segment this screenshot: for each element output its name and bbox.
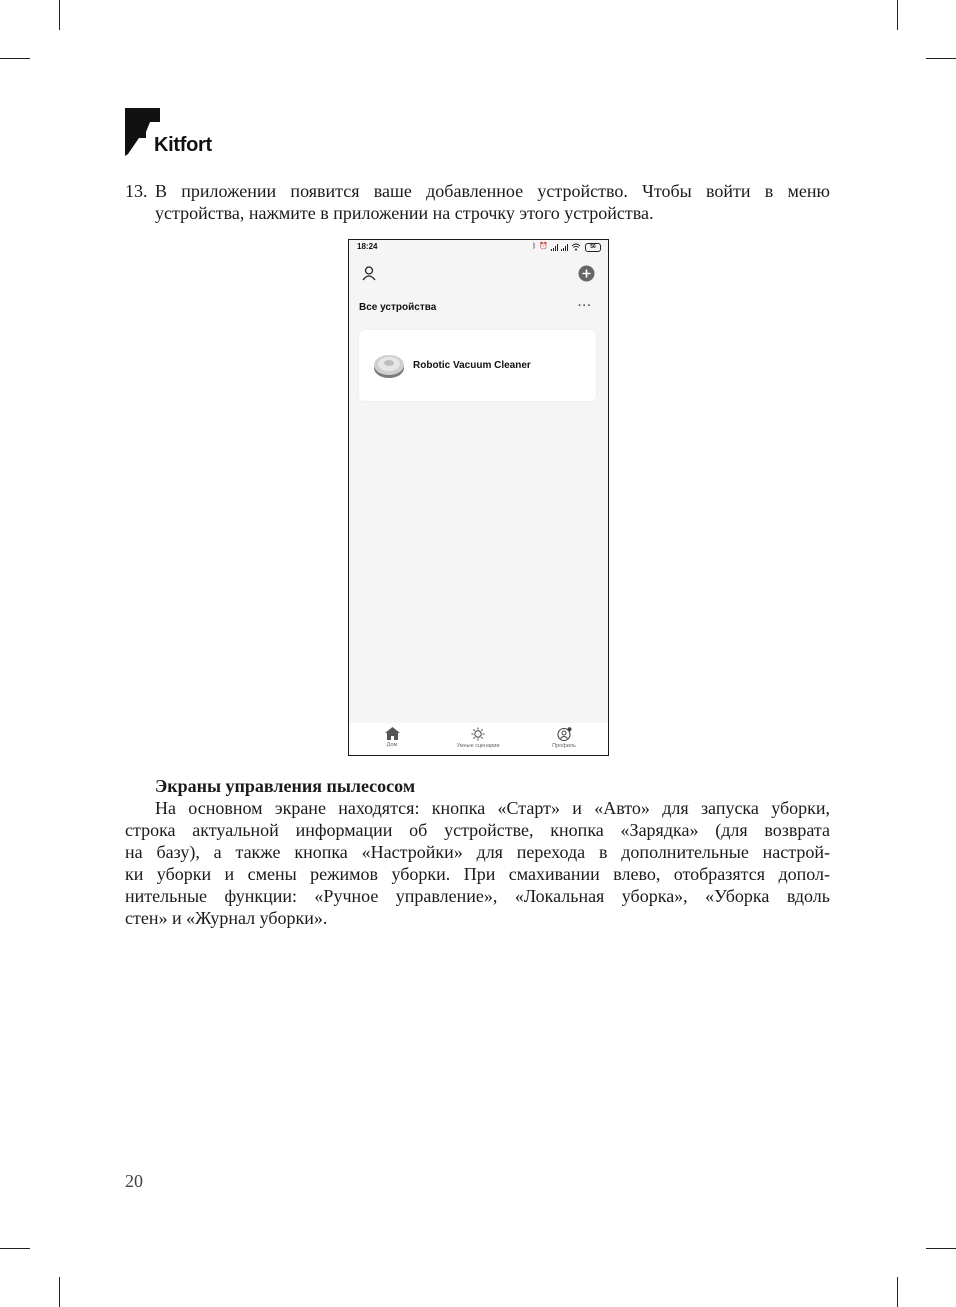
all-devices-title: Все устройства (359, 302, 437, 313)
crop-mark (926, 1248, 956, 1249)
tab-label: Профиль (552, 743, 576, 749)
battery-icon: 56 (585, 243, 601, 252)
robot-vacuum-icon (373, 352, 405, 380)
device-name: Robotic Vacuum Cleaner (413, 360, 531, 371)
crop-mark (0, 58, 30, 59)
crop-mark (897, 1277, 898, 1307)
bluetooth-icon: ᛒ (532, 243, 537, 250)
signal-icon (561, 244, 568, 251)
tab-profile[interactable] (521, 725, 607, 755)
paragraph-line: на базу), а также кнопка «Настройки» для перехода в дополнительные настрой- (125, 842, 830, 862)
status-icons (532, 242, 601, 252)
add-device-icon[interactable] (578, 265, 595, 282)
tab-label: Умные сценарии (456, 743, 500, 749)
crop-mark (0, 1248, 30, 1249)
brand-logo (125, 108, 225, 158)
more-button[interactable]: ··· (578, 300, 592, 312)
paragraph-line: На основном экране находятся: кнопка «Старт» и «Авто» для запуска уборки, (155, 798, 830, 818)
tab-home[interactable] (349, 725, 435, 755)
status-time: 18:24 (357, 242, 378, 251)
step-text-line: В приложении появится ваше добавленное устройство. Чтобы войти в меню (155, 181, 830, 201)
wifi-icon (571, 243, 581, 251)
user-icon[interactable] (361, 265, 377, 281)
tab-label: Дом (386, 742, 398, 748)
crop-mark (897, 0, 898, 30)
paragraph-line: стен» и «Журнал уборки». (125, 908, 328, 928)
paragraph-line: нительные функции: «Ручное управление», «Локальная уборка», «Уборка вдоль (125, 886, 830, 906)
paragraph-line: строка актуальной информации об устройстве, кнопка «Зарядка» (для возврата (125, 820, 830, 840)
sun-icon (471, 727, 485, 741)
paragraph-line: ки уборки и смены режимов уборки. При смахивании влево, отобразятся допол- (125, 864, 830, 884)
crop-mark (59, 0, 60, 30)
status-bar (349, 240, 608, 254)
section-heading: Экраны управления пылесосом (155, 776, 416, 796)
page-number: 20 (125, 1171, 143, 1191)
step-text-line: устройства, нажмите в приложении на строчку этого устройства. (155, 203, 654, 223)
phone-screenshot (348, 239, 609, 756)
step-number: 13. (125, 181, 148, 201)
crop-mark (926, 58, 956, 59)
signal-icon (551, 244, 558, 251)
home-icon (385, 727, 400, 740)
tab-bar (349, 723, 608, 755)
profile-icon (557, 727, 572, 741)
device-card[interactable] (359, 330, 596, 401)
brand-name: Kitfort (154, 134, 212, 156)
tab-smart-scenarios[interactable] (435, 725, 521, 755)
alarm-icon: ⏰ (539, 243, 548, 250)
crop-mark (59, 1277, 60, 1307)
